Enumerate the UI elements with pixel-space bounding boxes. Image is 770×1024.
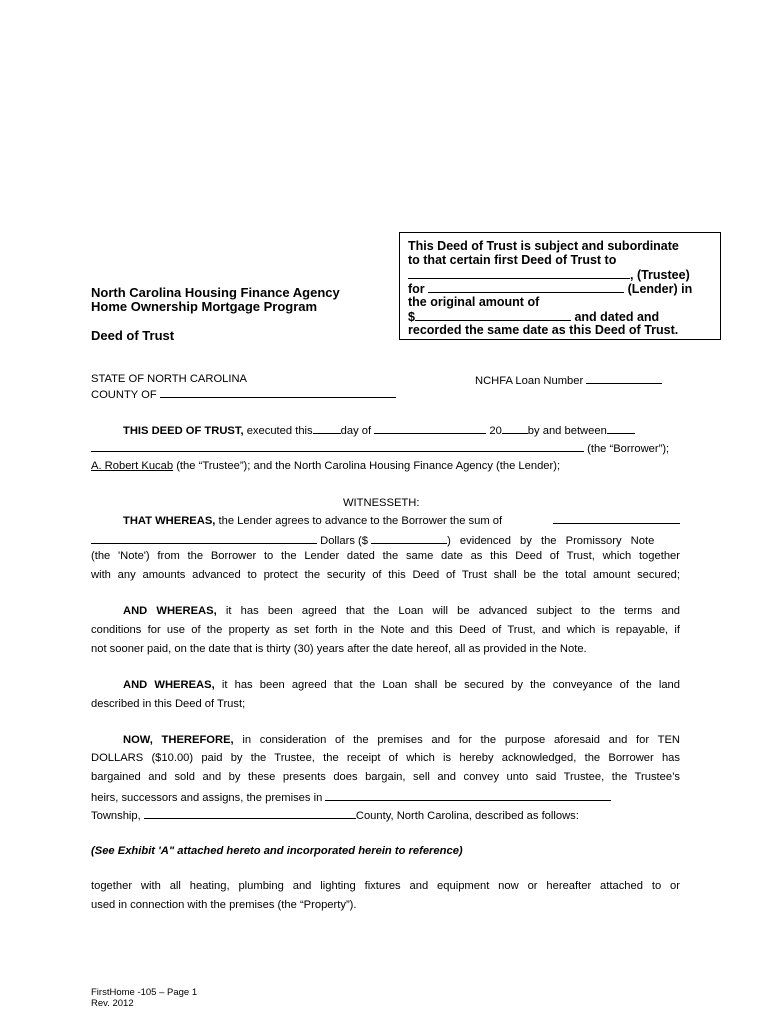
first-trustee-blank[interactable] xyxy=(408,267,630,279)
sum-blank[interactable] xyxy=(553,512,680,524)
loan-number-blank[interactable] xyxy=(586,372,662,384)
para1-lead: THAT WHEREAS, xyxy=(123,515,216,527)
for-label: for xyxy=(408,282,425,296)
premises-blank[interactable] xyxy=(325,789,611,801)
subordination-box xyxy=(399,232,721,340)
box-line-lender xyxy=(408,281,692,296)
century-label: 20 xyxy=(489,425,502,437)
trustee-line xyxy=(91,459,560,473)
executed-label: executed this xyxy=(246,425,313,437)
box-line-amount: the original amount of xyxy=(408,295,540,309)
county-line xyxy=(91,386,396,402)
county-blank[interactable] xyxy=(160,386,396,398)
document-title: Deed of Trust xyxy=(91,328,175,343)
para4-lead: NOW, THEREFORE, xyxy=(123,734,234,746)
day-blank[interactable] xyxy=(313,422,341,434)
footer-form-id: FirstHome -105 – Page 1 xyxy=(91,987,198,998)
para5-line-2: used in connection with the premises (the “Property”). xyxy=(91,899,357,911)
footer-revision: Rev. 2012 xyxy=(91,998,134,1009)
borrower-blank[interactable] xyxy=(91,440,584,452)
para1-line-2 xyxy=(91,532,680,548)
sum-figures-blank[interactable] xyxy=(371,532,447,544)
day-of-label: day of xyxy=(340,425,372,437)
borrower-label: (the “Borrower”); xyxy=(587,443,670,455)
county-label: COUNTY OF xyxy=(91,389,157,401)
borrower-line xyxy=(91,440,669,456)
first-lender-blank[interactable] xyxy=(428,281,624,293)
year-blank[interactable] xyxy=(502,422,528,434)
witnesseth-heading: WITNESSETH: xyxy=(343,497,420,509)
para2-lead: AND WHEREAS, xyxy=(123,605,217,617)
para3-line-2: described in this Deed of Trust; xyxy=(91,698,246,710)
exhibit-note: (See Exhibit 'A" attached hereto and incorporated herein to reference) xyxy=(91,845,463,857)
para4-text-1: in consideration of the premises and for the purpose aforesaid and for TEN xyxy=(242,734,680,746)
state-line: STATE OF NORTH CAROLINA xyxy=(91,373,248,385)
para2-line-2: conditions for use of the property as set forth in the Note and this Deed of Trust, and which is repayable, if xyxy=(91,624,680,636)
lender-suffix: (Lender) in xyxy=(627,282,693,296)
between-blank[interactable] xyxy=(607,422,635,434)
original-amount-blank[interactable] xyxy=(415,309,571,321)
box-line-dollar xyxy=(408,309,659,324)
para3-lead: AND WHEREAS, xyxy=(123,679,215,691)
sum-words-blank[interactable] xyxy=(91,532,317,544)
box-line-trustee xyxy=(408,267,690,282)
para2-line-3: not sooner paid, on the date that is thirty (30) years after the date hereof, all as provided in the Note. xyxy=(91,643,587,655)
program-name: Home Ownership Mortgage Program xyxy=(91,299,318,314)
para4-line-2: DOLLARS ($10.00) paid by the Trustee, the receipt of which is hereby acknowledged, the Borrower has xyxy=(91,752,680,764)
evidenced-label: ) evidenced by the Promissory Note xyxy=(447,535,655,547)
para1-line-1 xyxy=(123,514,502,528)
intro-line-1 xyxy=(123,422,635,438)
para3-line-1 xyxy=(123,679,680,691)
dollars-label: Dollars ($ xyxy=(320,535,368,547)
box-line-last: recorded the same date as this Deed of Trust. xyxy=(408,323,679,337)
trustee-rest: (the “Trustee”); and the North Carolina Housing Finance Agency (the Lender); xyxy=(176,460,561,472)
township-blank[interactable] xyxy=(144,807,356,819)
county-rest: County, North Carolina, described as follows: xyxy=(355,810,579,822)
para4-line-1 xyxy=(123,734,680,746)
agency-name: North Carolina Housing Finance Agency xyxy=(91,285,340,300)
box-line-1: This Deed of Trust is subject and subordinate xyxy=(408,239,679,253)
loan-number-line xyxy=(475,372,662,388)
dated-suffix: and dated and xyxy=(574,310,660,324)
para4-line-5 xyxy=(91,807,579,823)
month-blank[interactable] xyxy=(374,422,486,434)
para4-line-3: bargained and sold and by these presents does bargain, sell and convey unto said Trustee, the Trustee’s xyxy=(91,771,680,783)
para1-line-3: (the 'Note') from the Borrower to the Lender dated the same date as this Deed of Trust, which together xyxy=(91,550,680,562)
trustee-suffix: , (Trustee) xyxy=(630,268,690,282)
trustee-name: A. Robert Kucab xyxy=(91,460,174,472)
intro-lead: THIS DEED OF TRUST, xyxy=(123,425,244,437)
para1-line-4: with any amounts advanced to protect the security of this Deed of Trust shall be the total amount secured; xyxy=(91,569,680,581)
para4-line-4 xyxy=(91,789,611,805)
box-line-2: to that certain first Deed of Trust to xyxy=(408,253,617,267)
para2-line-1 xyxy=(123,605,680,617)
para1-text-1: the Lender agrees to advance to the Borrower the sum of xyxy=(218,515,503,527)
premises-label: heirs, successors and assigns, the premises in xyxy=(91,792,323,804)
township-label: Township, xyxy=(91,810,141,822)
loan-number-label: NCHFA Loan Number xyxy=(475,375,584,387)
para5-line-1: together with all heating, plumbing and lighting fixtures and equipment now or hereafter attached to or xyxy=(91,880,680,892)
para2-text-1: it has been agreed that the Loan will be advanced subject to the terms and xyxy=(225,605,681,617)
by-and-between-label: by and between xyxy=(527,425,607,437)
dollar-sign: $ xyxy=(408,310,415,324)
para3-text-1: it has been agreed that the Loan shall be secured by the conveyance of the land xyxy=(221,679,680,691)
